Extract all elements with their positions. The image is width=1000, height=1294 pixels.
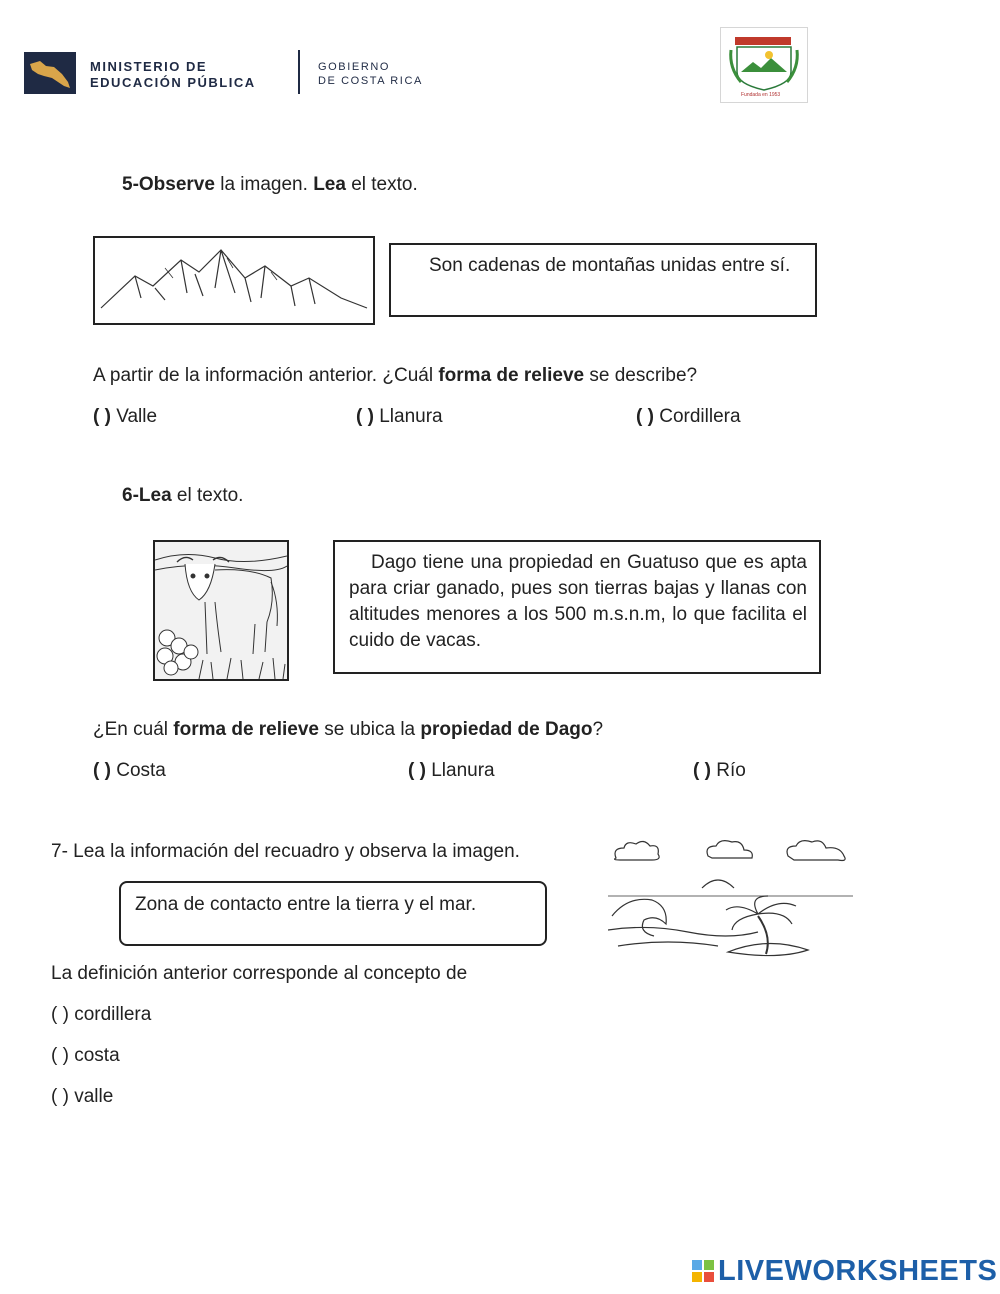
q6-option-2-label: Llanura bbox=[431, 760, 495, 781]
q6-option-1[interactable] bbox=[93, 758, 166, 784]
coast-image bbox=[608, 836, 853, 961]
ministry-line-1: MINISTERIO DE bbox=[90, 59, 208, 74]
q6-instr-lea: 6-Lea bbox=[122, 485, 172, 506]
q6-question-text1: ¿En cuál bbox=[93, 719, 174, 740]
beach-island-icon bbox=[608, 836, 853, 961]
q5-option-3-label: Cordillera bbox=[659, 406, 741, 427]
q5-option-3-checkbox[interactable]: ( ) bbox=[636, 406, 654, 427]
q7-definition-box bbox=[119, 881, 547, 946]
q6-text-box bbox=[333, 540, 821, 674]
ministry-line-2: EDUCACIÓN PÚBLICA bbox=[90, 75, 256, 90]
cow-icon bbox=[155, 542, 287, 679]
q6-question-text2: se ubica la bbox=[319, 719, 421, 740]
q7-option-2-checkbox[interactable]: ( ) bbox=[51, 1045, 69, 1066]
mountain-range-icon bbox=[95, 238, 373, 323]
q5-instruction bbox=[122, 172, 418, 198]
cow-image bbox=[153, 540, 289, 681]
q6-box-text: Dago tiene una propiedad en Guatuso que es apta para criar ganado, pues son tierras bajas y llanas con altitudes menores a los 500 m.s.n.m, lo que facilita el cuido de vacas. bbox=[349, 552, 807, 651]
q5-instr-observe: 5-Observe bbox=[122, 174, 215, 195]
liveworksheets-logo[interactable] bbox=[692, 1256, 997, 1286]
q5-option-1-checkbox[interactable]: ( ) bbox=[93, 406, 111, 427]
q6-instr-text: el texto. bbox=[171, 485, 244, 506]
logo-square bbox=[704, 1272, 714, 1282]
q7-option-3-label: valle bbox=[74, 1086, 114, 1107]
q7-box-text: Zona de contacto entre la tierra y el mar. bbox=[135, 894, 477, 915]
school-emblem bbox=[720, 27, 808, 103]
logo-square bbox=[704, 1260, 714, 1270]
q6-instruction bbox=[122, 483, 243, 509]
q6-option-3[interactable] bbox=[693, 758, 746, 784]
ministry-name bbox=[90, 59, 256, 91]
q7-definition-prompt: La definición anterior corresponde al concepto de bbox=[51, 963, 468, 984]
q5-question bbox=[93, 363, 697, 389]
q7-option-2-label: costa bbox=[74, 1045, 120, 1066]
government-name bbox=[318, 60, 423, 88]
logo-square bbox=[692, 1260, 702, 1270]
q5-option-2[interactable] bbox=[356, 404, 443, 430]
q7-option-1-checkbox[interactable]: ( ) bbox=[51, 1004, 69, 1025]
q5-instr-text1: la imagen. bbox=[214, 174, 314, 195]
gov-line-2: DE COSTA RICA bbox=[318, 75, 423, 87]
school-founded-text: Fundada en 1953 bbox=[741, 92, 781, 98]
q6-option-3-checkbox[interactable]: ( ) bbox=[693, 760, 711, 781]
q6-option-2[interactable] bbox=[408, 758, 495, 784]
costa-rica-map-icon bbox=[24, 52, 76, 94]
liveworksheets-brand-text: LIVEWORKSHEETS bbox=[718, 1255, 998, 1287]
q5-text-box bbox=[389, 243, 817, 317]
q5-option-2-checkbox[interactable]: ( ) bbox=[356, 406, 374, 427]
school-shield-icon bbox=[721, 28, 807, 102]
q7-instruction: 7- Lea la información del recuadro y observa la imagen. bbox=[51, 841, 520, 862]
ministry-logo bbox=[24, 52, 76, 94]
q7-option-1[interactable] bbox=[51, 1002, 151, 1028]
q6-option-1-label: Costa bbox=[116, 760, 166, 781]
q5-option-1-label: Valle bbox=[116, 406, 158, 427]
q5-box-text: Son cadenas de montañas unidas entre sí. bbox=[429, 255, 791, 276]
q6-question-text3: ? bbox=[592, 719, 604, 740]
q5-option-3[interactable] bbox=[636, 404, 741, 430]
mountains-image bbox=[93, 236, 375, 325]
q7-option-3[interactable] bbox=[51, 1084, 113, 1110]
q5-instr-text2: el texto. bbox=[345, 174, 418, 195]
q7-option-2[interactable] bbox=[51, 1043, 120, 1069]
logo-square bbox=[692, 1272, 702, 1282]
header-divider bbox=[298, 50, 300, 94]
q6-option-1-checkbox[interactable]: ( ) bbox=[93, 760, 111, 781]
q5-instr-lea: Lea bbox=[313, 174, 346, 195]
q5-question-text2: se describe? bbox=[584, 365, 698, 386]
q6-question-bold1: forma de relieve bbox=[173, 719, 320, 740]
q7-option-3-checkbox[interactable]: ( ) bbox=[51, 1086, 69, 1107]
q5-option-2-label: Llanura bbox=[379, 406, 443, 427]
q5-question-bold: forma de relieve bbox=[438, 365, 585, 386]
q5-option-1[interactable] bbox=[93, 404, 157, 430]
liveworksheets-squares-icon bbox=[692, 1260, 714, 1282]
q5-question-text1: A partir de la información anterior. ¿Cuál bbox=[93, 365, 439, 386]
q6-question-bold2: propiedad de Dago bbox=[420, 719, 593, 740]
q6-option-3-label: Río bbox=[716, 760, 746, 781]
q6-question bbox=[93, 717, 603, 743]
q6-option-2-checkbox[interactable]: ( ) bbox=[408, 760, 426, 781]
q7-option-1-label: cordillera bbox=[74, 1004, 152, 1025]
gov-line-1: GOBIERNO bbox=[318, 61, 391, 73]
